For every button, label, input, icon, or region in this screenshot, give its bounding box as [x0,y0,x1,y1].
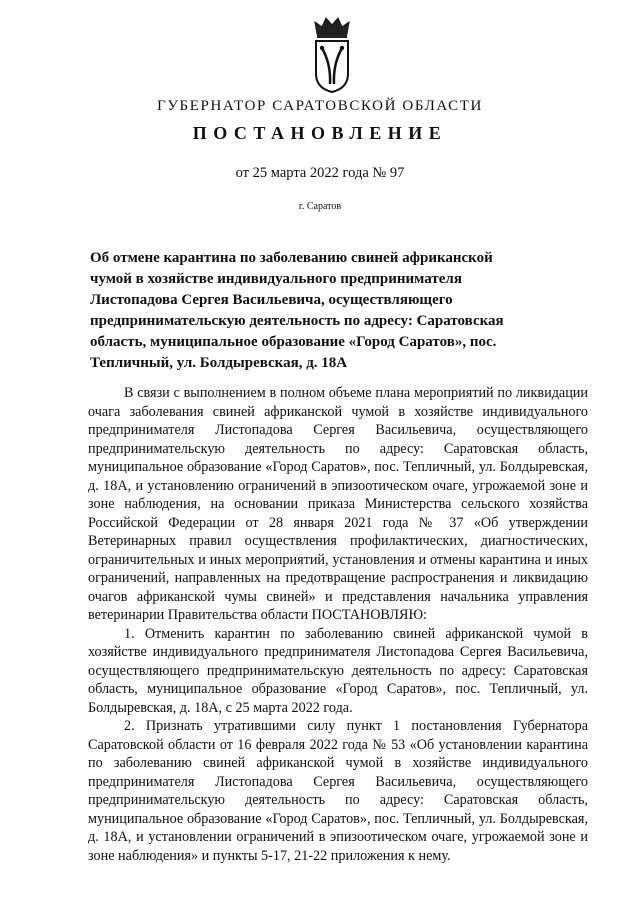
document-title: Об отмене карантина по заболеванию свиней африканской чумой в хозяйстве индивидуального предпринимателя Листопадова Сергея Васильевича, осуществляющего предпринимательскую деятельность по адресу: Саратовская область, муниципальное образование «Город Саратов», пос. Тепличный, ул. Болдыревская, д. 18А [90,250,504,371]
preamble-paragraph: В связи с выполнением в полном объеме плана мероприятий по ликвидации очага заболевания свиней африканской чумой в хозяйстве индивидуального предпринимателя Листопадова Сергея Васильевича, осуществляющего предпринимательскую деятельность по адресу: Саратовская область, муниципальное образование «Город Саратов», пос. Тепличный, ул. Болдыревская, д. 18А, и установлению ограничений в эпизоотическом очаге, угрожаемой зоне и зоне наблюдения, на основании приказа Министерства сельского хозяйства Российской Федерации от 28 января 2021 года № 37 «Об утверждении Ветеринарных правил осуществления профилактических, диагностических, ограничительных и иных мероприятий, установления и отмены карантина и иных ограничений, направленных на предотвращение распространения и ликвидацию очагов африканской чумы свиней» и представления начальника управления ветеринарии Правительства области ПОСТАНОВЛЯЮ: [88,385,588,623]
item-1-paragraph: 1. Отменить карантин по заболеванию свиней африканской чумой в хозяйстве индивидуального предпринимателя Листопадова Сергея Васильевича, осуществляющего предпринимательскую деятельность по адресу: Саратовская область, муниципальное образование «Город Саратов», пос. Тепличный, ул. Болдыревская, д. 18А, с 25 марта 2022 года. [88,625,588,716]
document-body [88,384,588,865]
document-city: г. Саратов [298,201,342,212]
coat-of-arms-icon [309,14,355,94]
item-2-paragraph: 2. Признать утратившими силу пункт 1 постановления Губернатора Саратовской области от 16 февраля 2022 года № 53 «Об установлении карантина по заболеванию свиней африканской чумой в хозяйстве индивидуального предпринимателя Листопадова Сергея Васильевича, осуществляющего предпринимательскую деятельность по адресу: Саратовская область, муниципальное образование «Город Саратов», пос. Тепличный, ул. Болдыревская, д. 18А, и установлении ограничений в эпизоотическом очаге, угрожаемой зоне и зоне наблюдения» и пункты 5-17, 21-22 приложения к нему. [88,718,588,864]
issuer-heading: ГУБЕРНАТОР САРАТОВСКОЙ ОБЛАСТИ [157,98,483,114]
document-type-heading: ПОСТАНОВЛЕНИЕ [192,123,448,143]
document-date-number: от 25 марта 2022 года № 97 [235,165,405,181]
